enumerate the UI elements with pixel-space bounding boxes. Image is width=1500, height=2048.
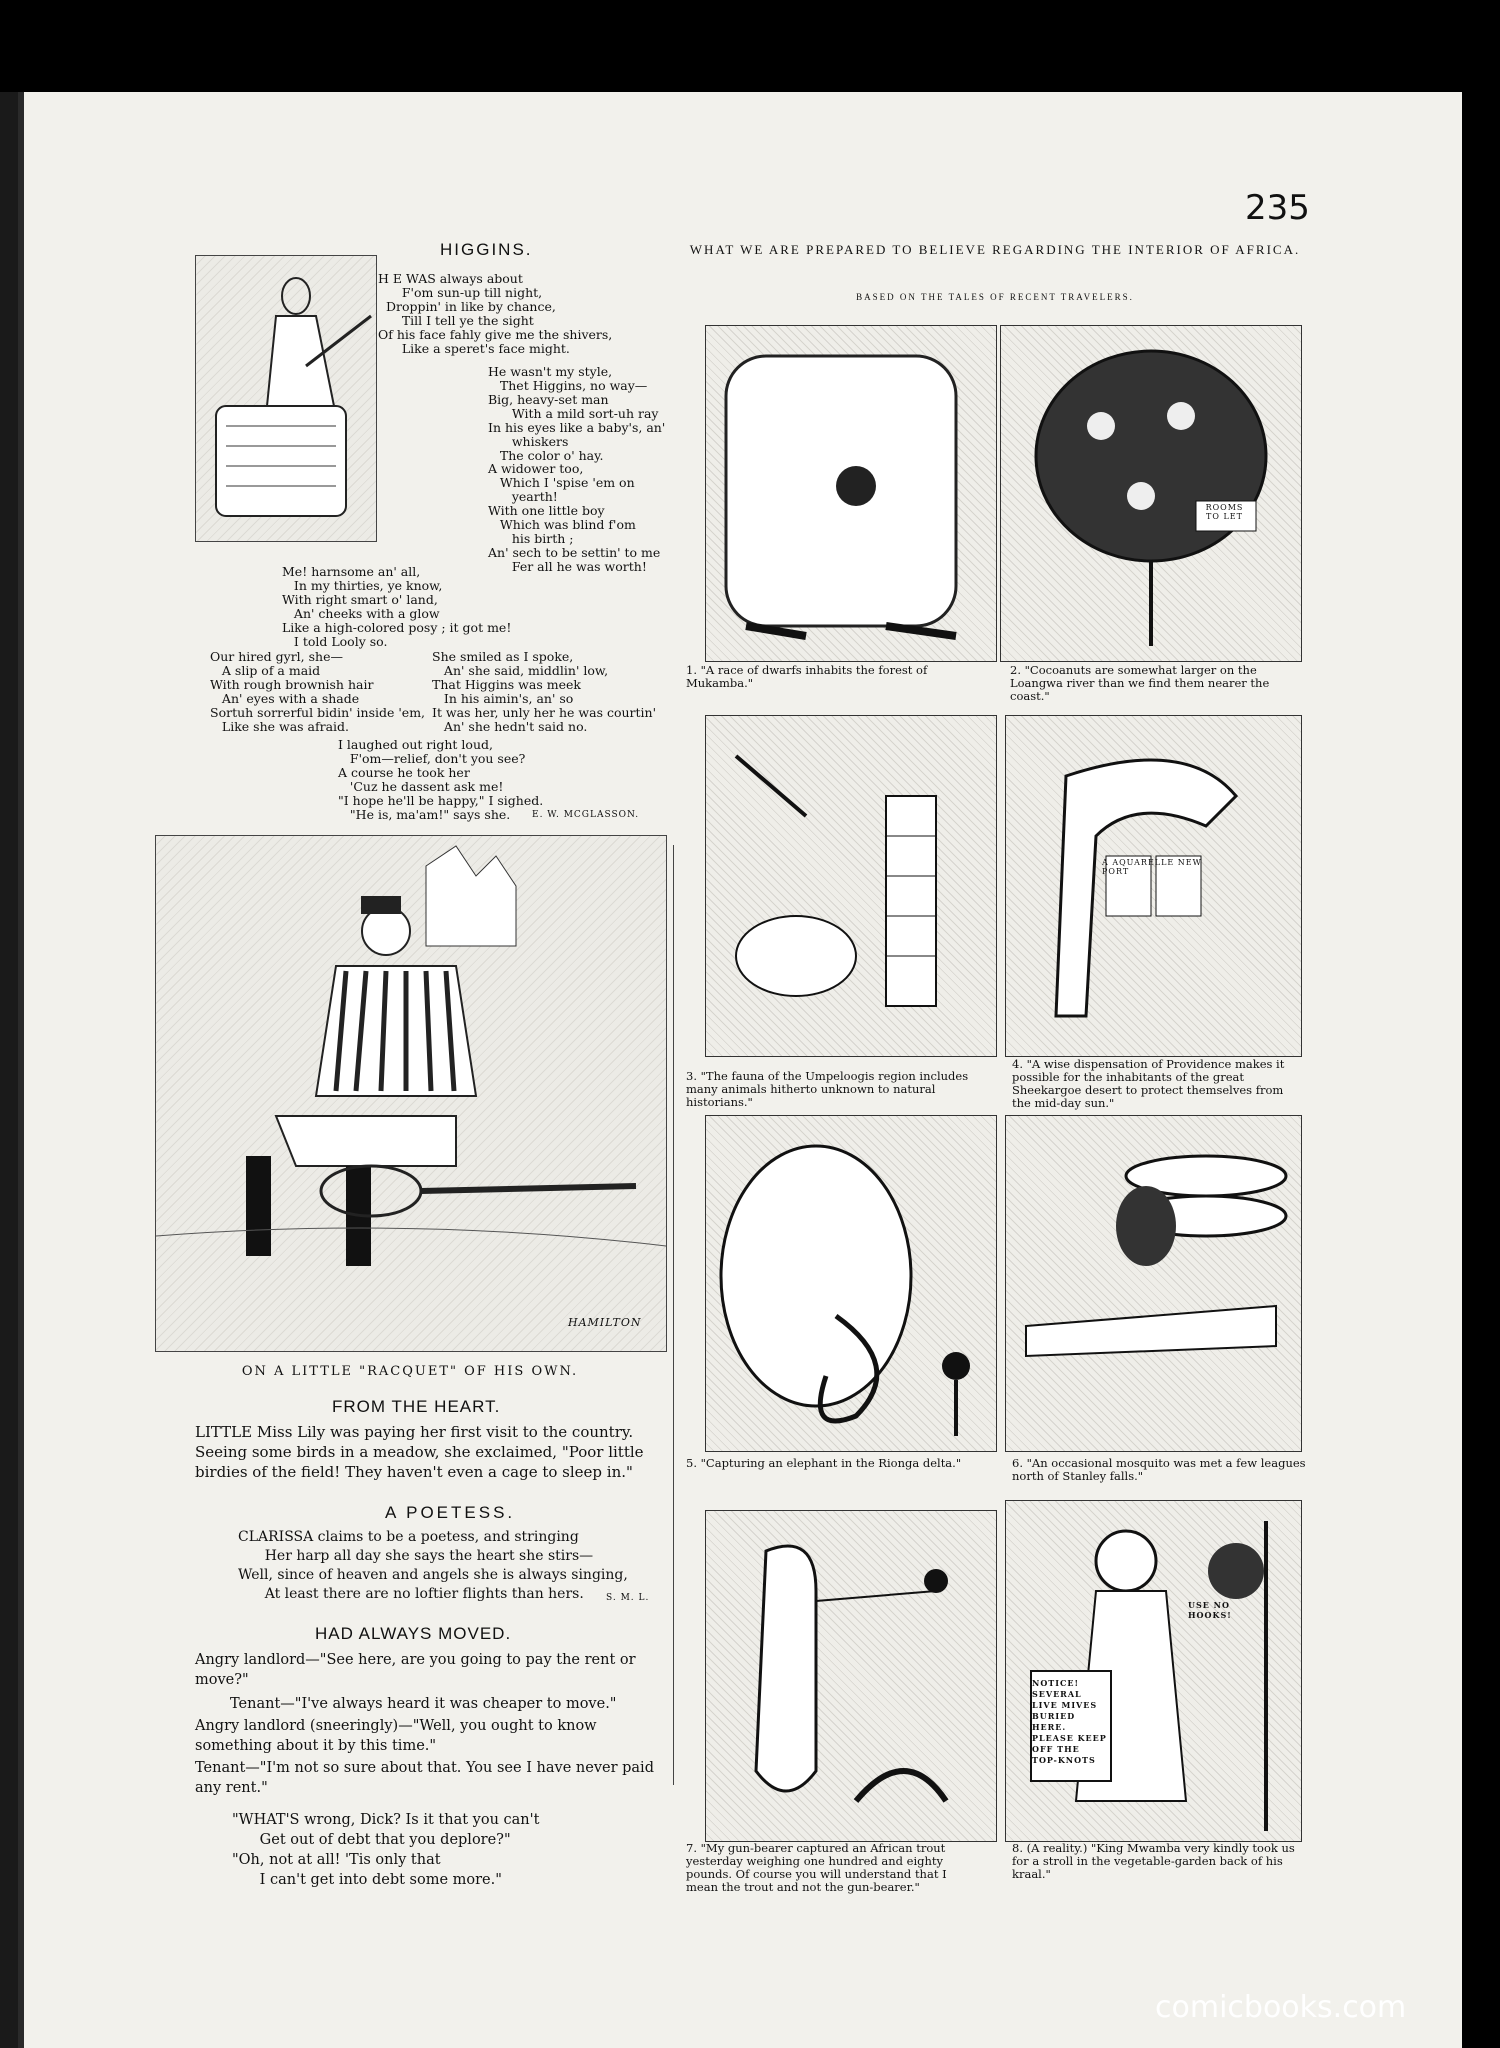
panel-2-sign: ROOMS TO LET xyxy=(1205,503,1244,521)
moved-title: HAD ALWAYS MOVED. xyxy=(315,1624,512,1643)
africa-panel-1 xyxy=(705,325,997,662)
africa-panel-3 xyxy=(705,715,997,1057)
africa-panel-8 xyxy=(1005,1500,1302,1842)
dick-quip: "WHAT'S wrong, Dick? Is it that you can't Get out of debt that you deplore?" "Oh, not at all! 'Tis only that I can't get into debt some more." xyxy=(232,1812,540,1888)
higgins-stanza-4: Me! harnsome an' all, In my thirties, ye know, With right smart o' land, An' cheeks with a glow Like a high-colored posy ; it got me! I told Looly so. xyxy=(282,564,512,649)
racquet-illustration xyxy=(155,835,667,1352)
africa-panel-4 xyxy=(1005,715,1302,1057)
panel-8-sack-label: USE NO HOOKS! xyxy=(1188,1600,1232,1620)
higgins-stanza-1: H E WAS always about F'om sun-up till night, Droppin' in like by chance, Till I tell ye the sight Of his face fahly give me the shivers, Like a speret's face might. xyxy=(378,271,613,356)
poetess-title: A POETESS. xyxy=(385,1503,516,1522)
africa-caption-5: 5. "Capturing an elephant in the Rionga delta." xyxy=(686,1456,962,1470)
higgins-stanza-3: A widower too, Which I 'spise 'em on yearth! With one little boy Which was blind f'om his birth ; An' sech to be settin' to me Fer all he was worth! xyxy=(488,461,661,574)
africa-caption-4: 4. "A wise dispensation of Providence makes it possible for the inhabitants of the great Sheekargoe desert to protect themselves from the mid-day sun." xyxy=(1012,1057,1285,1110)
poetess-initials: S. M. L. xyxy=(606,1593,650,1603)
heart-text: LITTLE Miss Lily was paying her first visit to the country. Seeing some birds in a meadow, she exclaimed, "Poor little birdies of the field! They haven't even a cage to sleep in." xyxy=(195,1423,644,1481)
moved-line-4: Tenant—"I'm not so sure about that. You see I have never paid any rent." xyxy=(195,1760,654,1796)
africa-caption-6: 6. "An occasional mosquito was met a few leagues north of Stanley falls." xyxy=(1012,1456,1306,1483)
moved-line-2: Tenant—"I've always heard it was cheaper to move." xyxy=(230,1696,617,1712)
racquet-caption: ON A LITTLE "RACQUET" OF HIS OWN. xyxy=(241,1364,579,1379)
racquet-signature: HAMILTON xyxy=(568,1316,642,1329)
heart-title: FROM THE HEART. xyxy=(332,1397,501,1416)
africa-panel-5 xyxy=(705,1115,997,1452)
higgins-stanza-5b: She smiled as I spoke, An' she said, middlin' low, That Higgins was meek In his aimin's, an' so It was her, unly her he was courtin' An' she hedn't said no. xyxy=(432,649,657,734)
poetess-text: CLARISSA claims to be a poetess, and stringing Her harp all day she says the heart she stirs— Well, since of heaven and angels she is always singing, At least there are no loftier flights than hers. xyxy=(238,1529,628,1602)
panel-8-sign: NOTICE! SEVERAL LIVE MIVES BURIED HERE. PLEASE KEEP OFF THE TOP-KNOTS xyxy=(1032,1678,1107,1765)
panel-4-sign: A AQUARELLE NEW PORT xyxy=(1102,858,1202,876)
africa-panel-7 xyxy=(705,1510,997,1842)
column-divider xyxy=(673,845,674,1785)
africa-caption-7: 7. "My gun-bearer captured an African trout yesterday weighing one hundred and eighty pounds. Of course you will understand that I mean the trout and not the gun-bearer." xyxy=(686,1841,947,1894)
higgins-title: HIGGINS. xyxy=(440,240,533,259)
watermark: comicbooks.com xyxy=(1155,1990,1407,2025)
moved-line-1: Angry landlord—"See here, are you going to pay the rent or move?" xyxy=(195,1652,636,1688)
africa-caption-8: 8. (A reality.) "King Mwamba very kindly took us for a stroll in the vegetable-garden back of his kraal." xyxy=(1012,1841,1295,1881)
higgins-author: E. W. MCGLASSON. xyxy=(532,810,640,820)
moved-line-3: Angry landlord (sneeringly)—"Well, you ought to know something about it by this time." xyxy=(195,1718,597,1754)
page-number: 235 xyxy=(1245,188,1310,228)
africa-panel-2 xyxy=(1000,325,1302,662)
africa-subtitle: BASED ON THE TALES OF RECENT TRAVELERS. xyxy=(856,292,1134,302)
africa-caption-1: 1. "A race of dwarfs inhabits the forest of Mukamba." xyxy=(686,663,928,690)
higgins-stanza-5a: Our hired gyrl, she— A slip of a maid With rough brownish hair An' eyes with a shade Sortuh sorrerful bidin' inside 'em, Like she was afraid. xyxy=(210,649,426,734)
higgins-illustration xyxy=(195,255,377,542)
africa-caption-2: 2. "Cocoanuts are somewhat larger on the Loangwa river than we find them nearer the coast." xyxy=(1010,663,1270,703)
higgins-stanza-6: I laughed out right loud, F'om—relief, don't you see? A course he took her 'Cuz he dassent ask me! "I hope he'll be happy," I sighed. "He is, ma'am!" says she. xyxy=(338,737,544,822)
africa-panel-6 xyxy=(1005,1115,1302,1452)
higgins-stanza-2: He wasn't my style, Thet Higgins, no way— Big, heavy-set man With a mild sort-uh ray In his eyes like a baby's, an' whiskers The color o' hay. xyxy=(488,364,666,463)
africa-caption-3: 3. "The fauna of the Umpeloogis region includes many animals hitherto unknown to natural historians." xyxy=(686,1069,969,1109)
africa-title: WHAT WE ARE PREPARED TO BELIEVE REGARDING THE INTERIOR OF AFRICA. xyxy=(689,242,1301,257)
